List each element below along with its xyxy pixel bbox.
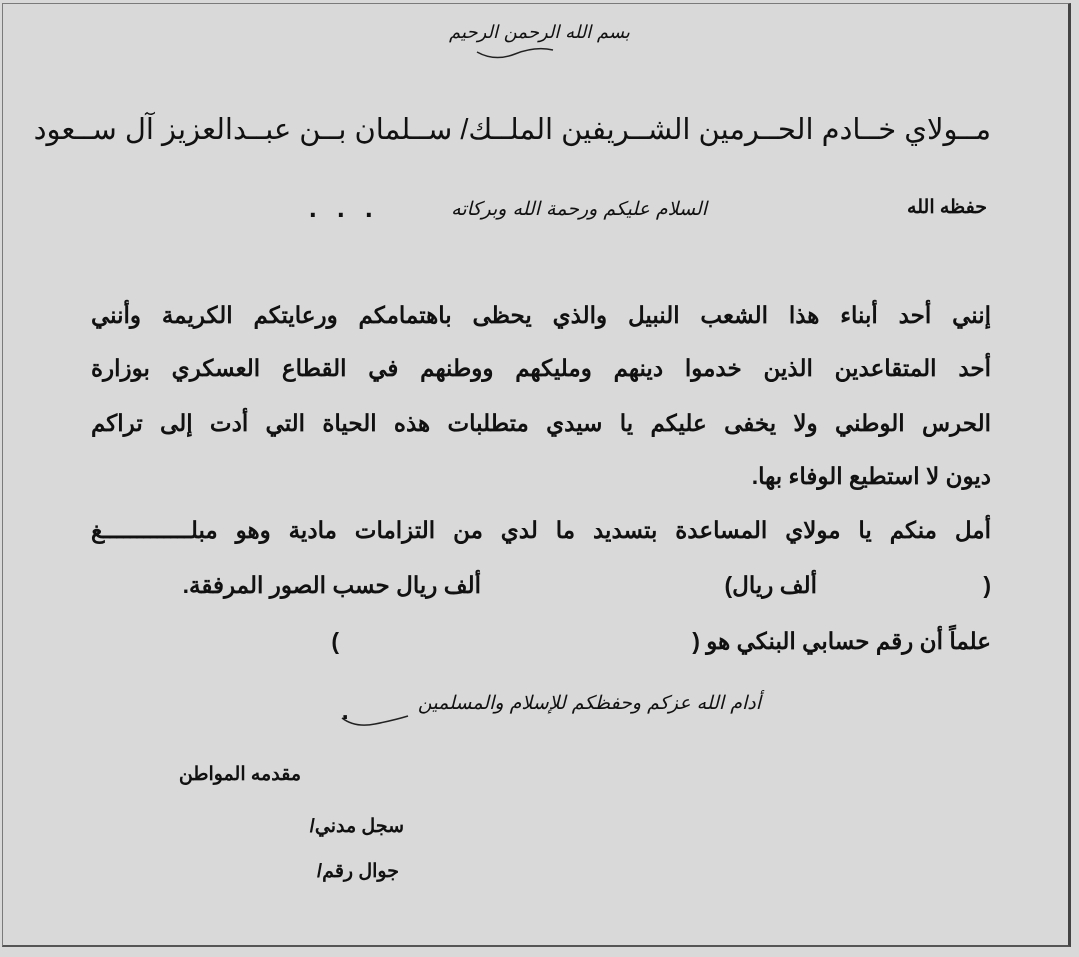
body-line-3: الحرس الوطني ولا يخفى عليكم يا سيدي متطلبات هذه الحياة التي أدت إلى تراكم bbox=[91, 410, 991, 436]
account-close-paren: ) bbox=[331, 628, 339, 654]
amount-open-paren: ( bbox=[983, 572, 991, 598]
body-line-2: أحد المتقاعدين الذين خدموا دينهم ومليكهم ووطنهم في القطاع العسكري بوزارة bbox=[91, 355, 991, 381]
closing-flourish bbox=[340, 712, 410, 730]
account-label: علماً أن رقم حسابي البنكي هو ( bbox=[692, 628, 991, 654]
signature-applicant: مقدمه المواطن bbox=[178, 764, 301, 785]
basmala-flourish bbox=[475, 44, 555, 64]
blessing-text: حفظه الله bbox=[907, 197, 987, 218]
body-line-4: ديون لا استطيع الوفاء بها. bbox=[751, 463, 991, 489]
salutation-dots: . . . bbox=[308, 198, 379, 223]
body-line-1: إنني أحد أبناء هذا الشعب النبيل والذي يحظى باهتمامكم ورعايتكم الكريمة وأنني bbox=[91, 302, 991, 328]
closing-prayer: أدام الله عزكم وحفظكم للإسلام والمسلمين bbox=[417, 692, 761, 714]
addressee-line: مــولاي خــادم الحــرمين الشــريفين الملــك/ ســلمان بــن عبــدالعزيز آل ســعود bbox=[33, 114, 991, 146]
amount-words: ألف ريال) bbox=[724, 572, 817, 598]
amount-rest: ألف ريال حسب الصور المرفقة. bbox=[182, 572, 481, 598]
closing-dot: . bbox=[341, 700, 349, 724]
salutation: السلام عليكم ورحمة الله وبركاته bbox=[451, 198, 707, 220]
basmala: بسم الله الرحمن الرحيم bbox=[449, 22, 630, 43]
signature-mobile: جوال رقم/ bbox=[316, 861, 399, 882]
body-line-5: أمل منكم يا مولاي المساعدة بتسديد ما لدي من التزامات مادية وهو مبلـــــــــــــغ bbox=[91, 517, 991, 543]
signature-civil-id: سجل مدني/ bbox=[309, 816, 404, 837]
